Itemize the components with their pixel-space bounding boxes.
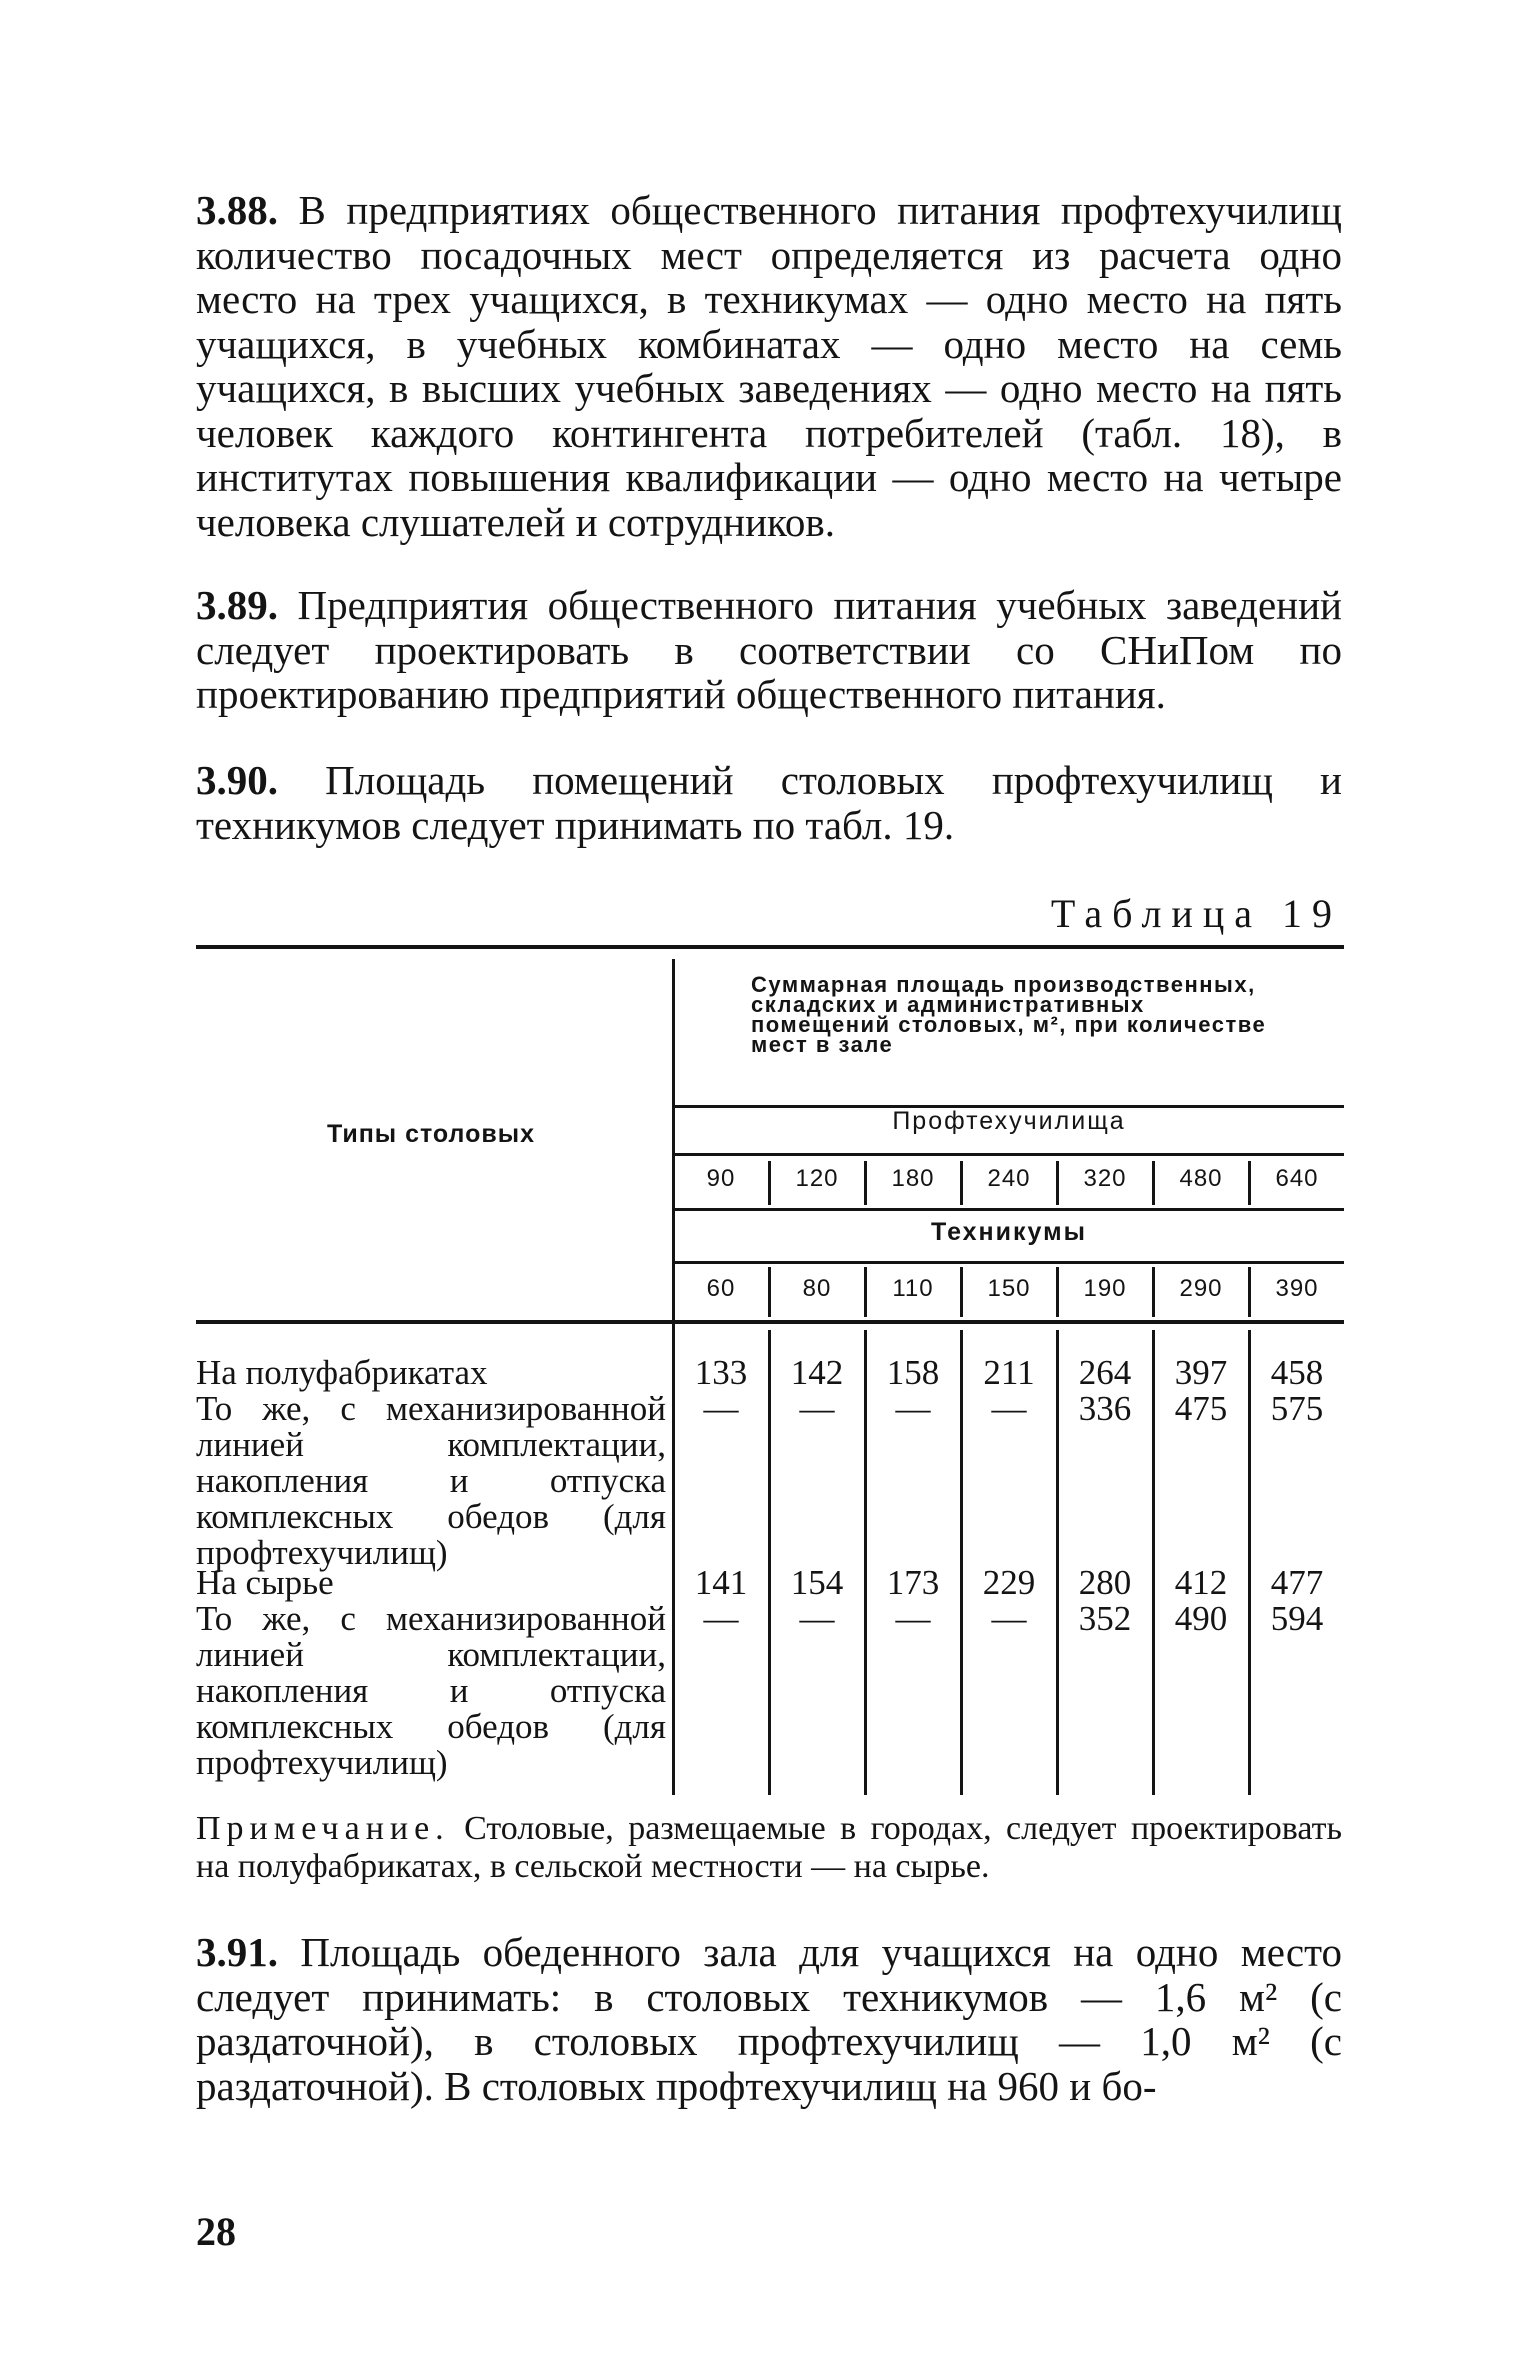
table-cell: 412: [1174, 1563, 1228, 1602]
column-divider: [960, 1330, 963, 1795]
table-cell: 594: [1270, 1599, 1324, 1638]
table-cell: —: [703, 1389, 739, 1428]
column-divider: [1056, 1267, 1059, 1317]
column-divider: [1248, 1267, 1251, 1317]
table-cell: —: [703, 1599, 739, 1638]
column-divider: [1248, 1330, 1251, 1795]
column-divider: [1152, 1161, 1155, 1205]
table-cell: 264: [1078, 1353, 1132, 1392]
paragraph-number: 3.88.: [196, 187, 278, 233]
note-label: Примечание.: [196, 1810, 450, 1847]
table-caption: Таблица 19: [1050, 891, 1342, 936]
paragraph-text: В предприятиях общественного питания профтехучилищ количество посадочных мест определяется из расчета одно место на трех учащихся, в техникумах — одно место на пять учащихся, в учебных комбинатах — одно место на семь учащихся, в высших учебных заведениях — одно место на пять человек каждого контингента потребителей (табл. 18), в институтах повышения квалификации — одно место на четыре человека слушателей и сотрудников.: [196, 187, 1342, 545]
row-label: На полуфабрикатах: [196, 1353, 488, 1392]
table-cell: —: [895, 1389, 931, 1428]
table-cell: 336: [1078, 1389, 1132, 1428]
table-cell: 352: [1078, 1599, 1132, 1638]
table-top-rule: [196, 945, 1344, 949]
seat-count-tech: 150: [987, 1275, 1031, 1302]
paragraph-text: Площадь обеденного зала для учащихся на одно место следует принимать: в столовых техникумов — 1,6 м² (с раздаточной), в столовых профтехучилищ — 1,0 м² (с раздаточной). В столовых профтехучилищ на 960 и бо-: [196, 1929, 1342, 2109]
subheader-proftech: Профтехучилища: [892, 1107, 1126, 1135]
table-cell: 142: [790, 1353, 844, 1392]
table-cell: 154: [790, 1563, 844, 1602]
header-rule: [674, 1208, 1344, 1211]
paragraph-3-88: [196, 188, 1342, 544]
paragraph-number: 3.89.: [196, 582, 278, 628]
seat-count-tech: 110: [892, 1275, 934, 1302]
table-cell: —: [895, 1599, 931, 1638]
column-divider: [1152, 1330, 1155, 1795]
header-bottom-rule: [196, 1320, 1344, 1324]
seat-count-tech: 80: [802, 1275, 832, 1302]
header-summary: Суммарная площадь производственных, складских и административных помещений столовых, м², при количестве мест в зале: [751, 972, 1267, 1057]
paragraph-number: 3.90.: [196, 757, 278, 803]
column-divider: [960, 1161, 963, 1205]
table-cell: 211: [983, 1353, 1035, 1392]
column-divider: [1248, 1161, 1251, 1205]
paragraph-3-89: [196, 583, 1342, 717]
table-cell: 475: [1174, 1389, 1228, 1428]
seat-count-proftech: 90: [706, 1165, 736, 1192]
column-divider: [1056, 1330, 1059, 1795]
seat-count-tech: 290: [1179, 1275, 1223, 1302]
row-label: То же, с механизированной линией комплектации, накопления и отпуска комплексных обедов (для профтехучилищ): [196, 1389, 666, 1572]
table-cell: —: [991, 1389, 1027, 1428]
table-cell: 458: [1270, 1353, 1324, 1392]
seat-count-proftech: 640: [1275, 1165, 1319, 1192]
seat-count-tech: 390: [1275, 1275, 1319, 1302]
column-divider: [768, 1161, 771, 1205]
subheader-tech: Техникумы: [931, 1218, 1087, 1246]
table-cell: 133: [694, 1353, 748, 1392]
seat-count-proftech: 180: [891, 1165, 935, 1192]
table-cell: 141: [694, 1563, 748, 1602]
table-cell: —: [991, 1599, 1027, 1638]
header-rule: [674, 1153, 1344, 1156]
paragraph-3-90: [196, 758, 1342, 847]
seat-count-proftech: 320: [1083, 1165, 1127, 1192]
column-divider: [960, 1267, 963, 1317]
table-cell: 490: [1174, 1599, 1228, 1638]
column-divider: [1152, 1267, 1155, 1317]
column-divider: [864, 1161, 867, 1205]
row-label: На сырье: [196, 1563, 334, 1602]
seat-count-proftech: 120: [795, 1165, 839, 1192]
row-label: То же, с механизированной линией комплектации, накопления и отпуска комплексных обедов (для профтехучилищ): [196, 1599, 666, 1782]
paragraph-text: Площадь помещений столовых профтехучилищ и техникумов следует принимать по табл. 19.: [196, 757, 1342, 848]
paragraph-number: 3.91.: [196, 1929, 278, 1975]
table-cell: 477: [1270, 1563, 1324, 1602]
note-text: Столовые, размещаемые в городах, следует проектировать на полуфабрикатах, в сельской местности — на сырье.: [196, 1810, 1342, 1885]
header-rule: [674, 1261, 1344, 1264]
table-cell: 158: [886, 1353, 940, 1392]
table-cell: 397: [1174, 1353, 1228, 1392]
column-divider: [864, 1330, 867, 1795]
table-19: [196, 945, 1344, 1795]
table-cell: —: [799, 1389, 835, 1428]
table-cell: —: [799, 1599, 835, 1638]
column-divider: [864, 1267, 867, 1317]
paragraph-3-91: [196, 1930, 1342, 2108]
column-divider: [768, 1330, 771, 1795]
table-cell: 229: [982, 1563, 1036, 1602]
column-divider: [1056, 1161, 1059, 1205]
table-cell: 575: [1270, 1389, 1324, 1428]
table-note: [196, 1810, 1342, 1886]
seat-count-tech: 190: [1083, 1275, 1127, 1302]
column-divider: [768, 1267, 771, 1317]
seat-count-tech: 60: [706, 1275, 736, 1302]
page-number: 28: [196, 2209, 236, 2254]
header-types: Типы столовых: [327, 1120, 535, 1148]
seat-count-proftech: 240: [987, 1165, 1031, 1192]
table-cell: 173: [886, 1563, 940, 1602]
seat-count-proftech: 480: [1179, 1165, 1223, 1192]
table-cell: 280: [1078, 1563, 1132, 1602]
paragraph-text: Предприятия общественного питания учебных заведений следует проектировать в соответствии со СНиПом по проектированию предприятий общественного питания.: [196, 582, 1342, 717]
